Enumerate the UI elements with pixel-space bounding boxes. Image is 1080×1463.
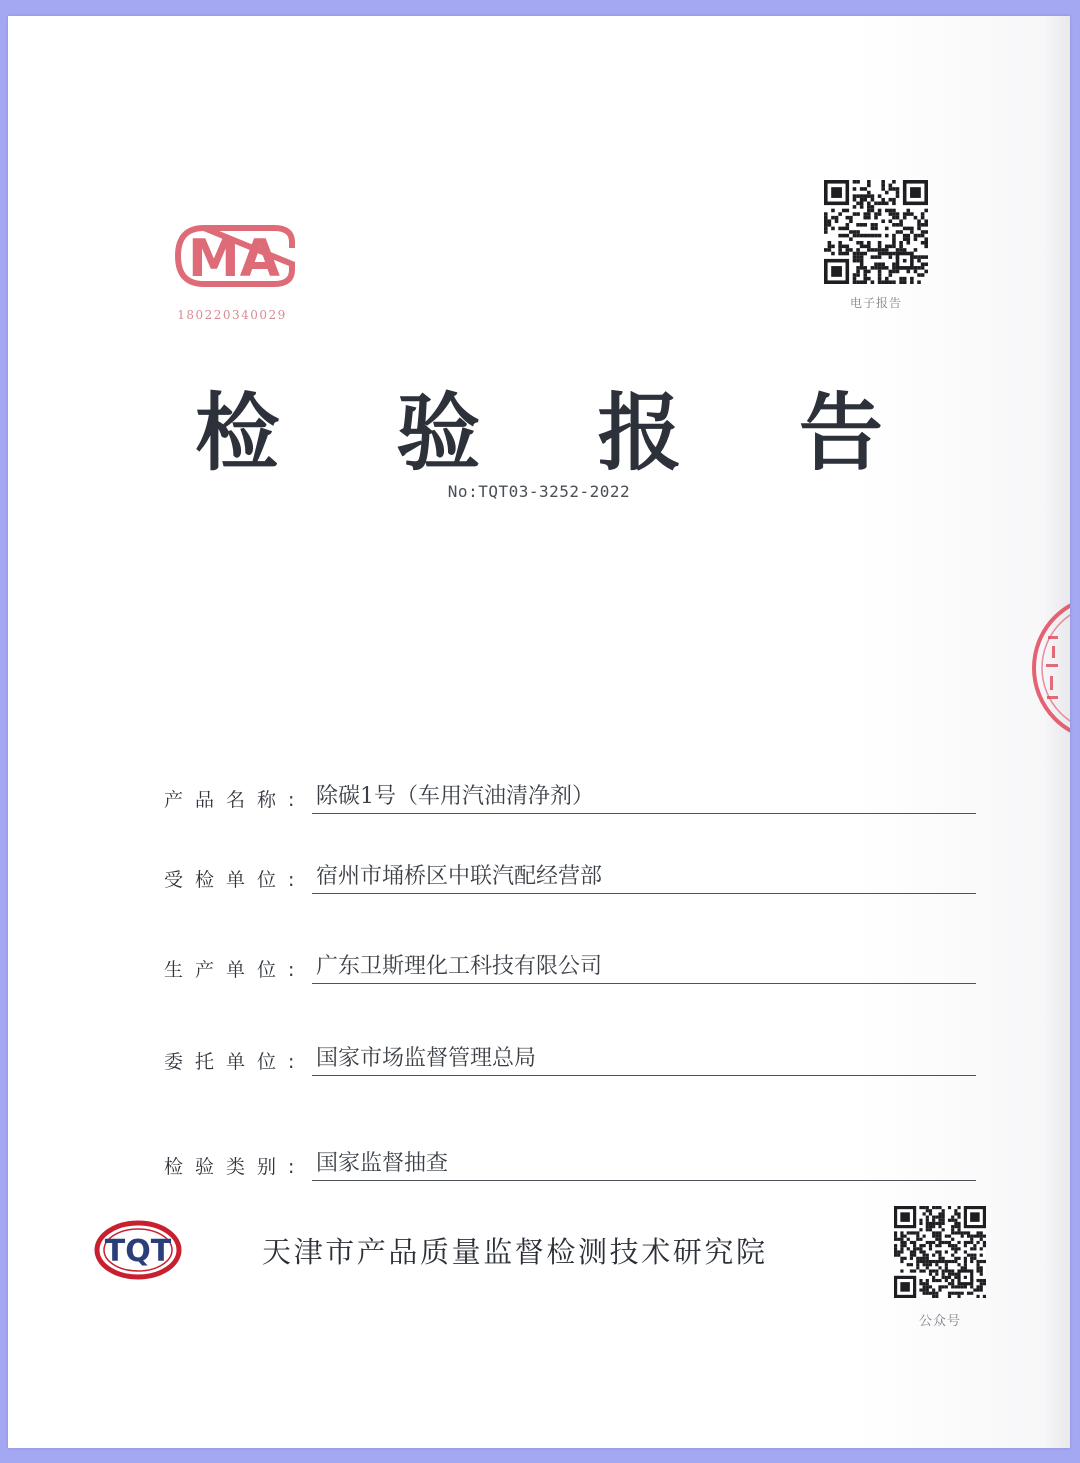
qr-top-caption: 电子报告 [849,296,902,310]
field-value: 除碳1号（车用汽油清净剂） [316,784,594,809]
tqt-logo [92,1216,184,1284]
institute-name: 天津市产品质量监督检测技术研究院 [262,1235,768,1269]
field-label: 检验类别: [164,1156,307,1178]
cma-certificate-number: 180220340029 [177,308,287,322]
report-cover-page [8,16,1070,1448]
underline [312,983,976,984]
field-value: 国家监督抽查 [316,1151,449,1176]
cma-mark-graphic [164,206,300,302]
field-inspection-type [164,1141,976,1181]
report-number: No:TQT03-3252-2022 [447,482,631,501]
field-value: 国家市场监督管理总局 [316,1046,537,1071]
underline [312,1075,976,1076]
qr-code-icon [894,1206,986,1298]
qr-bottom-caption: 公众号 [918,1314,961,1329]
field-label: 受检单位: [164,869,307,891]
field-inspected-unit [164,854,976,894]
field-production-unit [164,944,976,984]
official-seal-stamp [1018,584,1070,752]
underline [312,893,976,894]
cma-logo [164,206,300,336]
field-label: 生产单位: [164,959,307,981]
field-product-name [164,774,976,814]
cma-logo-text: MA [188,229,280,289]
tqt-logo-text: TQT [104,1234,172,1269]
qr-code-icon [824,180,928,284]
field-label: 委托单位: [164,1051,307,1073]
field-commissioning-unit [164,1036,976,1076]
field-value: 广东卫斯理化工科技有限公司 [316,954,603,979]
official-account-qr[interactable] [894,1206,986,1329]
page-title: 检 验 报 告 [195,384,927,482]
field-value: 宿州市埇桥区中联汽配经营部 [316,864,603,889]
underline [312,813,976,814]
underline [312,1180,976,1181]
field-label: 产品名称: [164,789,307,811]
electronic-report-qr[interactable] [824,180,928,311]
